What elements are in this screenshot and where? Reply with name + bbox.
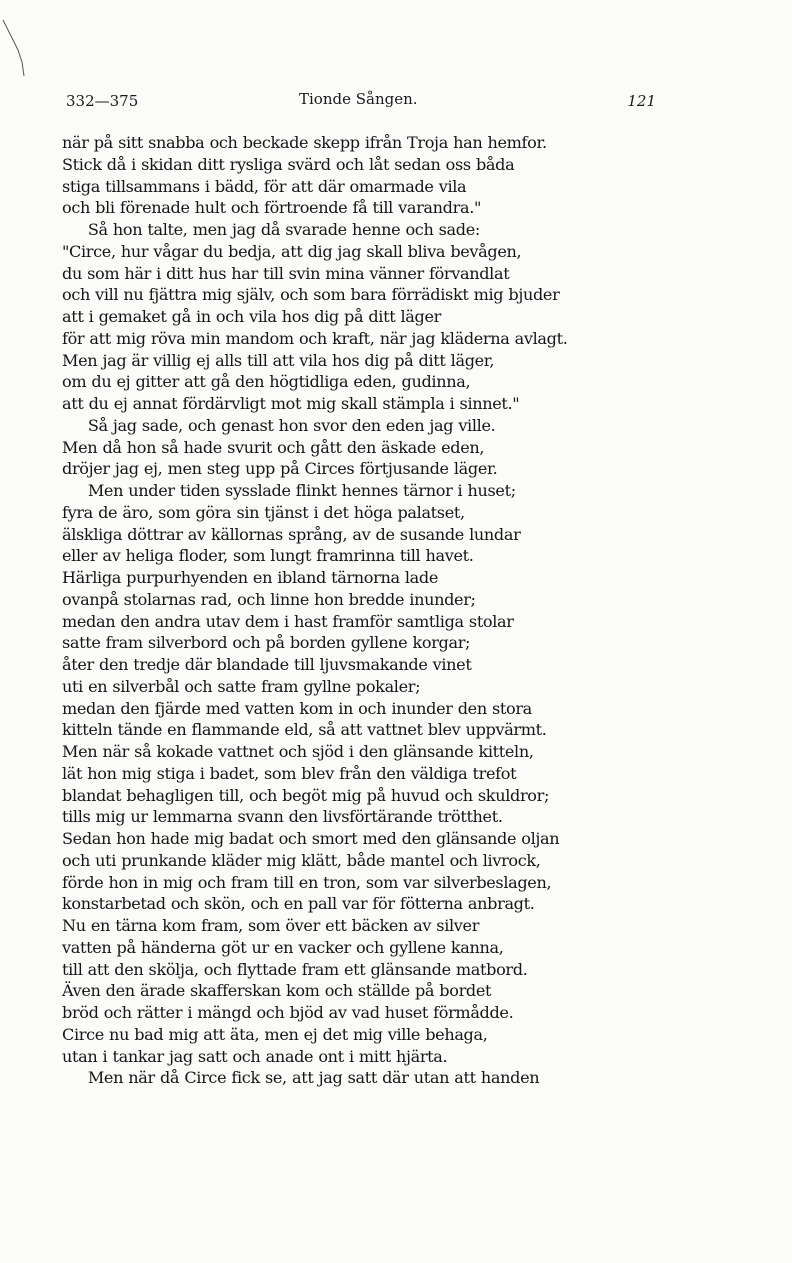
verse-line: Härliga purpurhyenden en ibland tärnorna lade — [62, 568, 439, 587]
verse-line: och bli förenade hult och förtroende få till varandra." — [62, 198, 482, 218]
verse-line: älskliga döttrar av källornas språng, av de susande lundar — [62, 524, 521, 544]
verse-line: Men när så kokade vattnet och sjöd i den glänsande kitteln, — [62, 742, 534, 761]
verse-line: stiga tillsammans i bädd, för att där omarmade vila — [62, 176, 467, 196]
line-range: 332—375 — [66, 92, 139, 110]
scan-edge-mark — [2, 18, 28, 78]
verse-line: dröjer jag ej, men steg upp på Circes förtjusande läger. — [62, 459, 498, 479]
verse-line: åter den tredje där blandade till ljuvsmakande vinet — [62, 655, 472, 674]
verse-line: Men jag är villig ej alls till att vila hos dig på ditt läger, — [62, 350, 495, 370]
poem-text — [62, 132, 662, 1089]
verse-line: Men under tiden sysslade flinkt hennes tärnor i huset; — [87, 481, 516, 500]
verse-line: Även den ärade skafferskan kom och ställde på bordet — [62, 981, 492, 1001]
verse-line: kitteln tände en flammande eld, så att vattnet blev uppvärmt. — [62, 720, 547, 740]
verse-line: förde hon in mig och fram till en tron, som var silverbeslagen, — [62, 872, 552, 892]
verse-line: ovanpå stolarnas rad, och linne hon bredde inunder; — [62, 589, 476, 609]
verse-line: Sedan hon hade mig badat och smort med den glänsande oljan — [62, 829, 560, 848]
verse-line: till att den skölja, och flyttade fram ett glänsande matbord. — [62, 959, 528, 979]
verse-line: och vill nu fjättra mig själv, och som bara förrädiskt mig bjuder — [62, 285, 560, 305]
verse-line: och uti prunkande kläder mig klätt, både mantel och livrock, — [62, 850, 541, 870]
verse-line: Stick då i skidan ditt rysliga svärd och låt sedan oss båda — [62, 154, 515, 174]
verse-line: satte fram silverbord och på borden gyllene korgar; — [62, 633, 471, 653]
verse-line: blandat behagligen till, och begöt mig på huvud och skuldror; — [62, 785, 550, 805]
verse-line: eller av heliga floder, som lungt framrinna till havet. — [62, 546, 474, 566]
verse-line: Nu en tärna kom fram, som över ett bäcken av silver — [62, 916, 480, 935]
verse-line: fyra de äro, som göra sin tjänst i det höga palatset, — [62, 502, 465, 522]
verse-line: konstarbetad och skön, och en pall var för fötterna anbragt. — [62, 894, 535, 914]
verse-line: medan den fjärde med vatten kom in och inunder den stora — [62, 698, 532, 718]
chapter-title: Tionde Sången. — [299, 90, 418, 108]
verse-line: Circe nu bad mig att äta, men ej det mig ville behaga, — [62, 1024, 488, 1044]
verse-line: att du ej annat fördärvligt mot mig skall stämpla i sinnet." — [62, 394, 520, 413]
verse-line: att i gemaket gå in och vila hos dig på ditt läger — [62, 307, 441, 326]
verse-line: när på sitt snabba och beckade skepp ifrån Troja han hemfor. — [62, 133, 547, 152]
running-header — [66, 90, 656, 114]
verse-line: medan den andra utav dem i hast framför samtliga stolar — [62, 611, 514, 631]
verse-line: uti en silverbål och satte fram gyllne pokaler; — [62, 676, 421, 696]
verse-line: för att mig röva min mandom och kraft, när jag kläderna avlagt. — [62, 328, 568, 348]
verse-line: Men när då Circe fick se, att jag satt där utan att handen — [87, 1068, 540, 1088]
verse-line: Så jag sade, och genast hon svor den eden jag ville. — [87, 415, 496, 435]
verse-line: "Circe, hur vågar du bedja, att dig jag skall bliva bevågen, — [62, 241, 522, 261]
verse-line: lät hon mig stiga i badet, som blev från den väldiga trefot — [62, 763, 517, 783]
verse-line: om du ej gitter att gå den högtidliga eden, gudinna, — [62, 372, 471, 392]
verse-line: vatten på händerna göt ur en vacker och gyllene kanna, — [62, 937, 504, 957]
verse-line: Men då hon så hade svurit och gått den äskade eden, — [62, 437, 485, 457]
verse-line: bröd och rätter i mängd och bjöd av vad huset förmådde. — [62, 1003, 514, 1022]
verse-line: Så hon talte, men jag då svarade henne och sade: — [87, 220, 480, 239]
verse-line: du som här i ditt hus har till svin mina vänner förvandlat — [62, 263, 510, 283]
verse-line: tills mig ur lemmarna svann den livsförtärande trötthet. — [62, 807, 503, 827]
page-number: 121 — [627, 92, 656, 110]
verse-line: utan i tankar jag satt och anade ont i mitt hjärta. — [62, 1046, 448, 1066]
